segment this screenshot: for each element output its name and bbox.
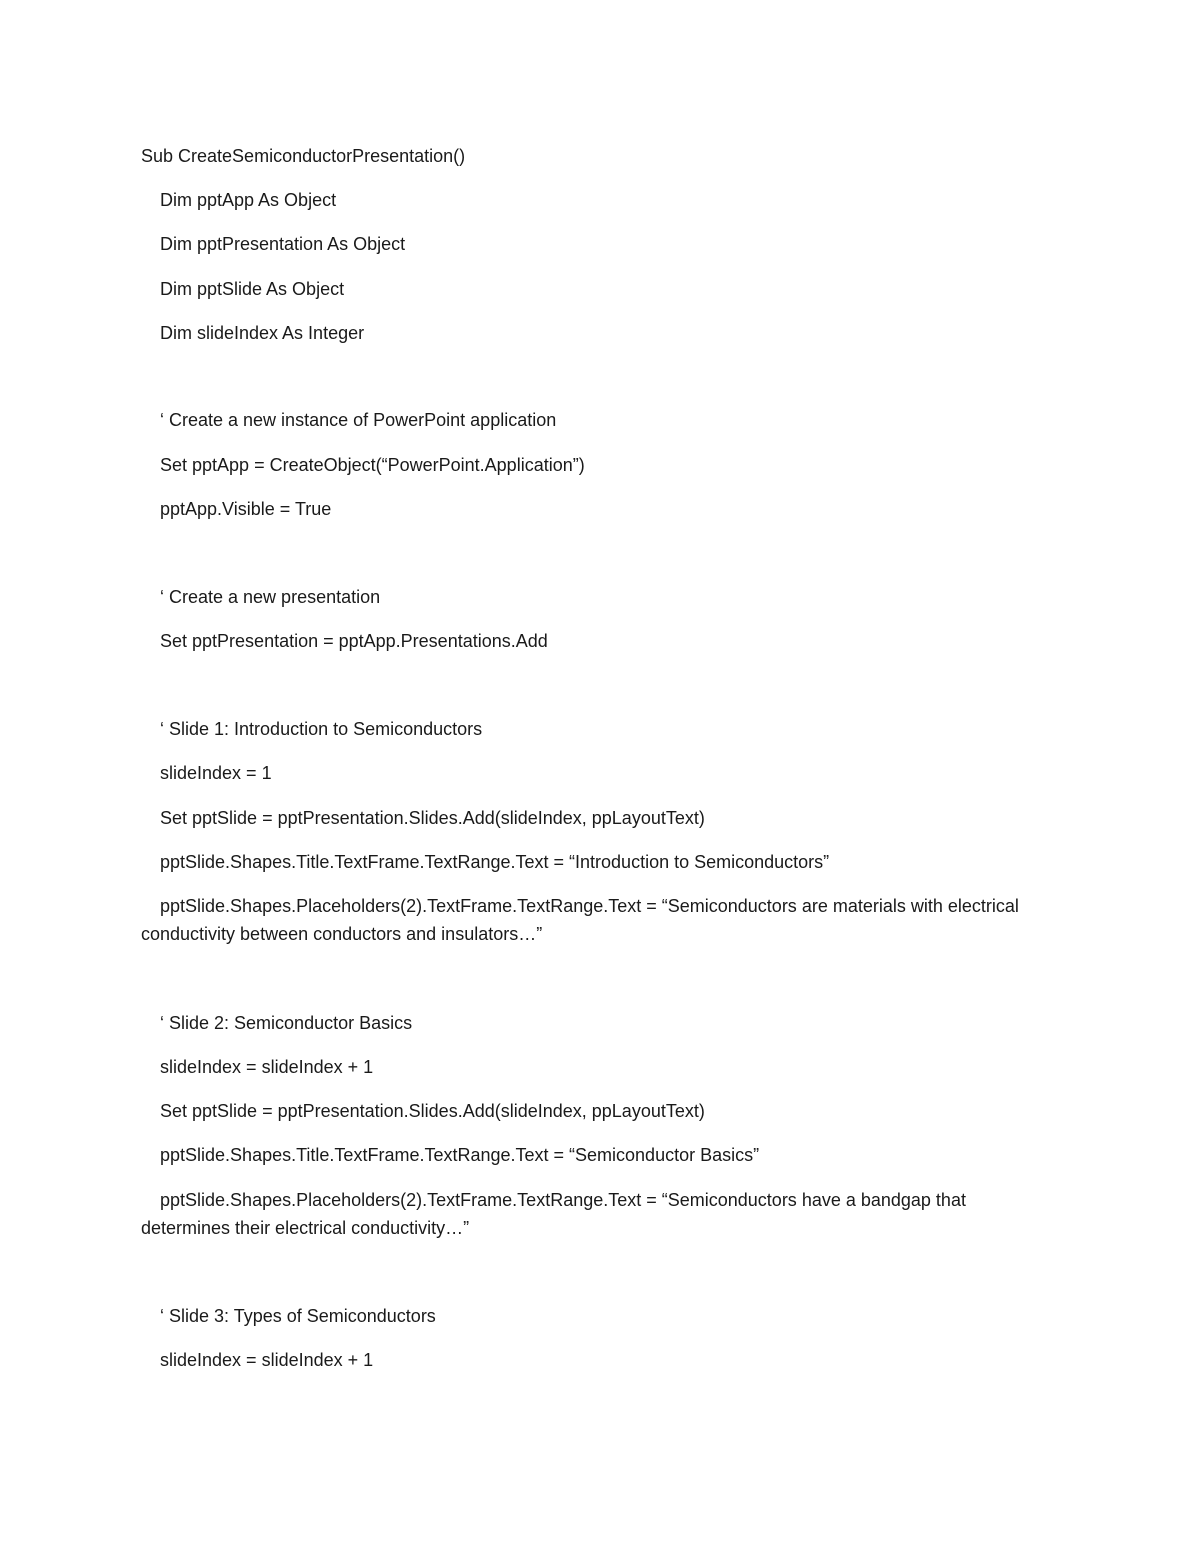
set-pptapp-line: Set pptApp = CreateObject(“PowerPoint.Application”): [160, 455, 585, 475]
sub-declaration-line: Sub CreateSemiconductorPresentation(): [141, 146, 466, 166]
comment-slide-1-line: ‘ Slide 1: Introduction to Semiconductors: [160, 719, 483, 739]
pptapp-visible-line: pptApp.Visible = True: [160, 499, 332, 519]
set-pptslide-line-2: Set pptSlide = pptPresentation.Slides.Add(slideIndex, ppLayoutText): [160, 1101, 705, 1121]
title-text-line-2: pptSlide.Shapes.Title.TextFrame.TextRange.Text = “Semiconductor Basics”: [160, 1145, 760, 1165]
dim-pptapp-line: Dim pptApp As Object: [160, 190, 337, 210]
placeholder-text-line-1: pptSlide.Shapes.Placeholders(2).TextFrame.TextRange.Text = “Semiconductors are materials with electrical conductivity between conductors and insulators…”: [141, 896, 1019, 944]
comment-slide-3-line: ‘ Slide 3: Types of Semiconductors: [160, 1306, 436, 1326]
dim-pptpresentation-line: Dim pptPresentation As Object: [160, 234, 406, 254]
set-pptslide-line-1: Set pptSlide = pptPresentation.Slides.Add(slideIndex, ppLayoutText): [160, 808, 705, 828]
comment-create-instance-line: ‘ Create a new instance of PowerPoint application: [160, 410, 557, 430]
comment-create-presentation-line: ‘ Create a new presentation: [160, 587, 381, 607]
placeholder-text-line-2: pptSlide.Shapes.Placeholders(2).TextFrame.TextRange.Text = “Semiconductors have a bandgap that determines their electrical conductivity…”: [141, 1190, 966, 1238]
dim-pptslide-line: Dim pptSlide As Object: [160, 279, 345, 299]
slideindex-increment-line-3: slideIndex = slideIndex + 1: [160, 1350, 374, 1370]
dim-slideindex-line: Dim slideIndex As Integer: [160, 323, 365, 343]
set-pptpresentation-line: Set pptPresentation = pptApp.Presentations.Add: [160, 631, 548, 651]
title-text-line-1: pptSlide.Shapes.Title.TextFrame.TextRange.Text = “Introduction to Semiconductors”: [160, 852, 830, 872]
slideindex-increment-line-2: slideIndex = slideIndex + 1: [160, 1057, 374, 1077]
slideindex-assign-1-line: slideIndex = 1: [160, 763, 272, 783]
comment-slide-2-line: ‘ Slide 2: Semiconductor Basics: [160, 1013, 413, 1033]
